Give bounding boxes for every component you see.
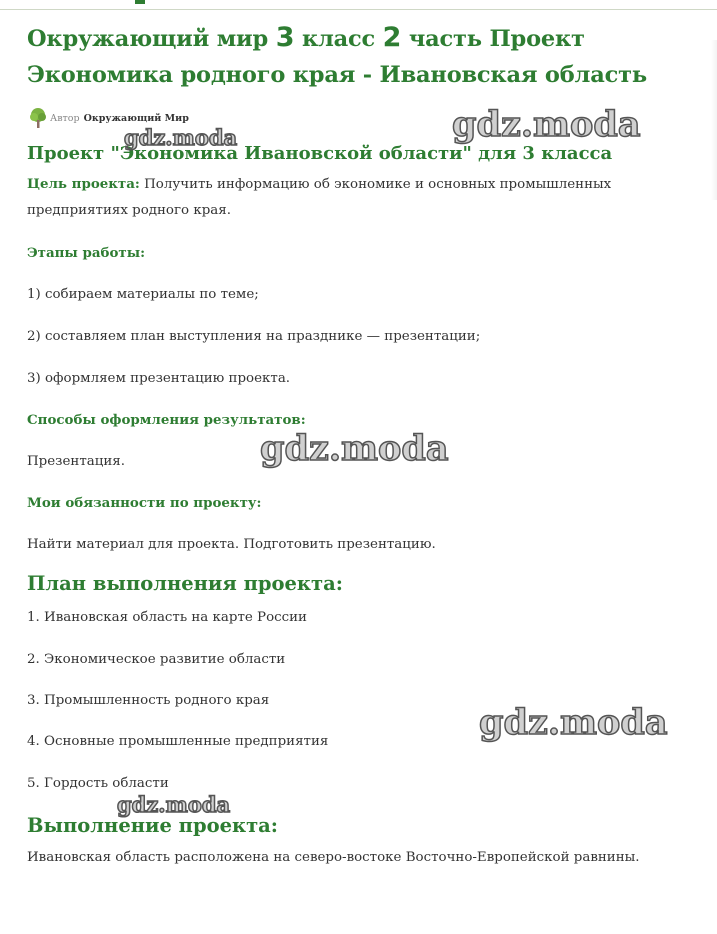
watermark: gdz.moda — [479, 702, 668, 743]
results-label: Способы оформления результатов: — [27, 412, 306, 428]
title-text-part3: часть Проект — [401, 26, 585, 52]
title-text-part2: класс — [294, 26, 383, 52]
title-line2: Экономика родного края - Ивановская область — [27, 62, 647, 88]
plan-item: 3. Промышленность родного края — [27, 693, 270, 708]
duties-label: Мои обязанности по проекту: — [27, 495, 262, 511]
plan-item: 1. Ивановская область на карте России — [27, 610, 307, 625]
stages-label: Этапы работы: — [27, 245, 146, 261]
watermark: gdz.moda — [452, 104, 641, 145]
tree-icon — [27, 107, 49, 129]
title-grade-number: 3 — [275, 22, 295, 53]
results-text: Презентация. — [27, 454, 125, 469]
author-name-link[interactable]: Окружающий Мир — [83, 112, 189, 124]
stage-item: 2) составляем план выступления на празднике — презентации; — [27, 329, 481, 344]
watermark: gdz.moda — [124, 125, 238, 150]
page-title — [27, 20, 707, 93]
execution-heading: Выполнение проекта: — [27, 814, 278, 837]
goal-label: Цель проекта: — [27, 176, 140, 192]
title-part-number: 2 — [382, 22, 402, 53]
top-divider — [0, 9, 717, 10]
watermark: gdz.moda — [260, 428, 449, 469]
stage-item: 3) оформляем презентацию проекта. — [27, 371, 291, 386]
plan-item: 2. Экономическое развитие области — [27, 652, 286, 667]
watermark: gdz.moda — [117, 792, 231, 817]
project-heading: Проект "Экономика Ивановской области" для 3 класса — [27, 143, 613, 164]
execution-text: Ивановская область расположена на северо-востоке Восточно-Европейской равнины. — [27, 850, 640, 865]
project-goal — [27, 171, 707, 224]
plan-heading: План выполнения проекта: — [27, 572, 343, 595]
goal-text-line2: предприятиях родного края. — [27, 203, 231, 218]
stage-item: 1) собираем материалы по теме; — [27, 287, 259, 302]
duties-text: Найти материал для проекта. Подготовить презентацию. — [27, 537, 436, 552]
scroll-edge-shadow — [711, 40, 717, 200]
plan-item: 4. Основные промышленные предприятия — [27, 734, 329, 749]
plan-item: 5. Гордость области — [27, 776, 169, 791]
title-text-part1: Окружающий мир — [27, 26, 276, 52]
goal-text-line1: Получить информацию об экономике и основных промышленных — [139, 177, 612, 192]
author-label: Автор — [50, 112, 80, 124]
top-accent-mark — [135, 0, 145, 4]
